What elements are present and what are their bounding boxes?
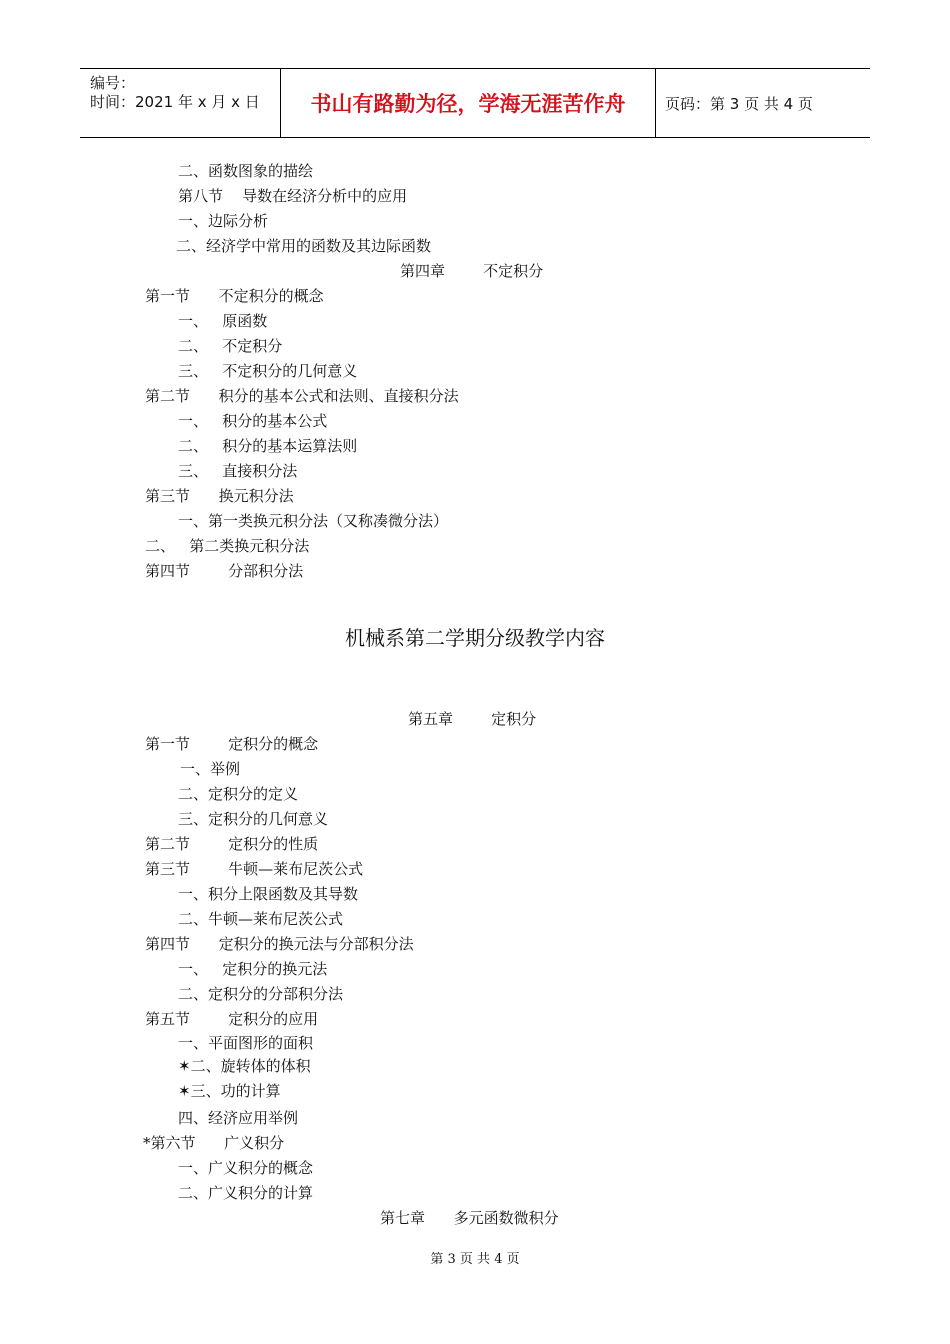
toc-line: 第二节 积分的基本公式和法则、直接积分法 <box>145 387 459 405</box>
toc-line: 一、第一类换元积分法（又称凑微分法） <box>178 512 449 530</box>
toc-line: 三、定积分的几何意义 <box>178 810 329 828</box>
toc-line: 一、广义积分的概念 <box>178 1159 314 1177</box>
toc-line: 二、定积分的定义 <box>178 785 299 803</box>
toc-line: 第四节 定积分的换元法与分部积分法 <box>145 935 414 953</box>
motto: 书山有路勤为径，学海无涯苦作舟 <box>280 69 656 137</box>
toc-line: 第一节 定积分的概念 <box>145 735 319 753</box>
toc-line: 二、广义积分的计算 <box>178 1184 314 1202</box>
toc-line: 二、 第二类换元积分法 <box>145 537 310 555</box>
time-label: 时间：2021 年 x 月 x 日 <box>90 93 260 111</box>
chapter-heading: 第四章 不定积分 <box>400 262 544 280</box>
toc-line: ✶三、功的计算 <box>178 1082 281 1100</box>
toc-line: 二、定积分的分部积分法 <box>178 985 344 1003</box>
toc-line: 第五节 定积分的应用 <box>145 1010 319 1028</box>
header-left-cell <box>80 69 280 137</box>
toc-line: 第四节 分部积分法 <box>145 562 304 580</box>
toc-line: 二、 不定积分 <box>178 337 283 355</box>
chapter-heading: 第七章 多元函数微积分 <box>380 1209 559 1227</box>
toc-line: 二、函数图象的描绘 <box>178 162 314 180</box>
toc-line: ✶二、旋转体的体积 <box>178 1057 311 1075</box>
toc-line: 一、 定积分的换元法 <box>178 960 328 978</box>
toc-line: 一、 积分的基本公式 <box>178 412 328 430</box>
section-title: 机械系第二学期分级教学内容 <box>345 626 605 650</box>
toc-line: 第一节 不定积分的概念 <box>145 287 324 305</box>
toc-line: 第二节 定积分的性质 <box>145 835 319 853</box>
header-table <box>80 68 870 138</box>
toc-line: 二、牛顿—莱布尼茨公式 <box>178 910 344 928</box>
toc-line: 四、经济应用举例 <box>178 1109 299 1127</box>
toc-line: 三、 直接积分法 <box>178 462 298 480</box>
toc-line: 二、 积分的基本运算法则 <box>178 437 358 455</box>
toc-line: 二、经济学中常用的函数及其边际函数 <box>176 237 432 255</box>
header-page-info-cell <box>655 69 870 137</box>
toc-line: 一、 原函数 <box>178 312 268 330</box>
toc-line: 一、平面图形的面积 <box>178 1034 314 1052</box>
toc-line: 第三节 牛顿—莱布尼茨公式 <box>145 860 364 878</box>
toc-line: 第八节 导数在经济分析中的应用 <box>178 187 408 205</box>
toc-line: 三、 不定积分的几何意义 <box>178 362 358 380</box>
chapter-heading: 第五章 定积分 <box>408 710 537 728</box>
toc-line: 一、积分上限函数及其导数 <box>178 885 359 903</box>
toc-line: 一、边际分析 <box>178 212 269 230</box>
page-footer: 第 3 页 共 4 页 <box>430 1252 520 1267</box>
toc-line: *第六节 广义积分 <box>143 1134 285 1152</box>
toc-line: 一、举例 <box>180 760 241 778</box>
page-info: 页码：第 3 页 共 4 页 <box>665 94 813 113</box>
number-label: 编号： <box>90 74 136 92</box>
toc-line: 第三节 换元积分法 <box>145 487 294 505</box>
